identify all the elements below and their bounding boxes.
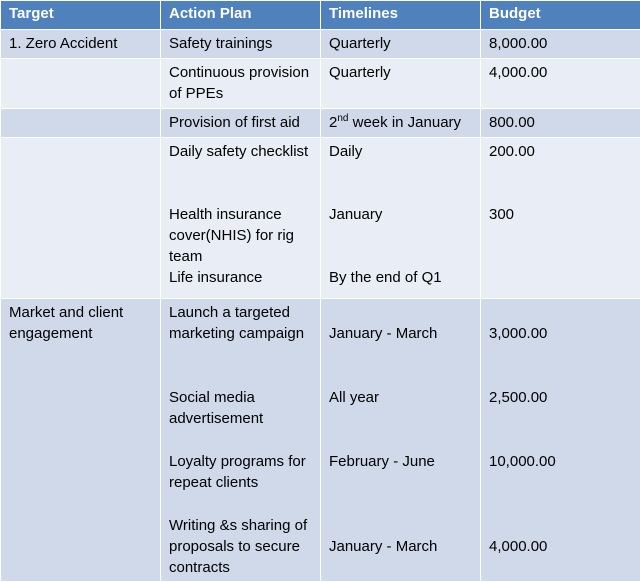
header-target: Target [1,1,161,30]
action-cell: Continuous provision of PPEs [161,59,321,109]
budget-item: 2,500.00 [489,387,632,451]
budget-cell [481,138,640,299]
table-row [1,30,640,59]
table-header [1,1,640,30]
header-row [1,1,640,30]
action-cell: Safety trainings [161,30,321,59]
action-cell [161,138,321,299]
budget-item: 4,000.00 [489,515,632,557]
budget-item: 200.00 [489,141,632,204]
timeline-cell: Quarterly [321,30,481,59]
header-timelines: Timelines [321,1,481,30]
action-cell: Provision of first aid [161,109,321,138]
table-row [1,138,640,299]
action-item: Writing &s sharing of proposals to secure contracts [169,515,312,578]
budget-cell: 8,000.00 [481,30,640,59]
budget-cell: 800.00 [481,109,640,138]
budget-cell [481,299,640,582]
timeline-item: All year [329,387,472,451]
target-cell: Market and client engagement [1,299,161,582]
action-item: Social media advertisement [169,387,312,451]
header-action-plan: Action Plan [161,1,321,30]
timeline-item: February - June [329,451,472,515]
budget-item: 3,000.00 [489,302,632,387]
timeline-rest: week in January [348,114,461,131]
header-budget: Budget [481,1,640,30]
action-item: Loyalty programs for repeat clients [169,451,312,515]
table-row [1,109,640,138]
timeline-item: Daily [329,141,472,204]
timeline-cell [321,109,481,138]
target-cell: 1. Zero Accident [1,30,161,59]
action-item: Life insurance [169,267,312,288]
table-row [1,299,640,582]
table-row [1,59,640,109]
budget-item: 10,000.00 [489,451,632,515]
target-cell [1,59,161,109]
timeline-cell [321,299,481,582]
timeline-cell: Quarterly [321,59,481,109]
timeline-item: January - March [329,515,472,557]
timeline-item: January - March [329,302,472,387]
timeline-ordinal: 2 [329,114,337,131]
budget-item: 300 [489,204,632,267]
timeline-cell [321,138,481,299]
target-cell [1,138,161,299]
action-item: Health insurance cover(NHIS) for rig team [169,204,312,267]
timeline-ordinal-suffix: nd [337,113,348,124]
action-cell [161,299,321,582]
budget-cell: 4,000.00 [481,59,640,109]
target-cell [1,109,161,138]
timeline-item: By the end of Q1 [329,267,472,288]
table-body [1,30,640,582]
action-item: Launch a targeted marketing campaign [169,302,312,387]
timeline-item: January [329,204,472,267]
action-item: Daily safety checklist [169,141,312,204]
